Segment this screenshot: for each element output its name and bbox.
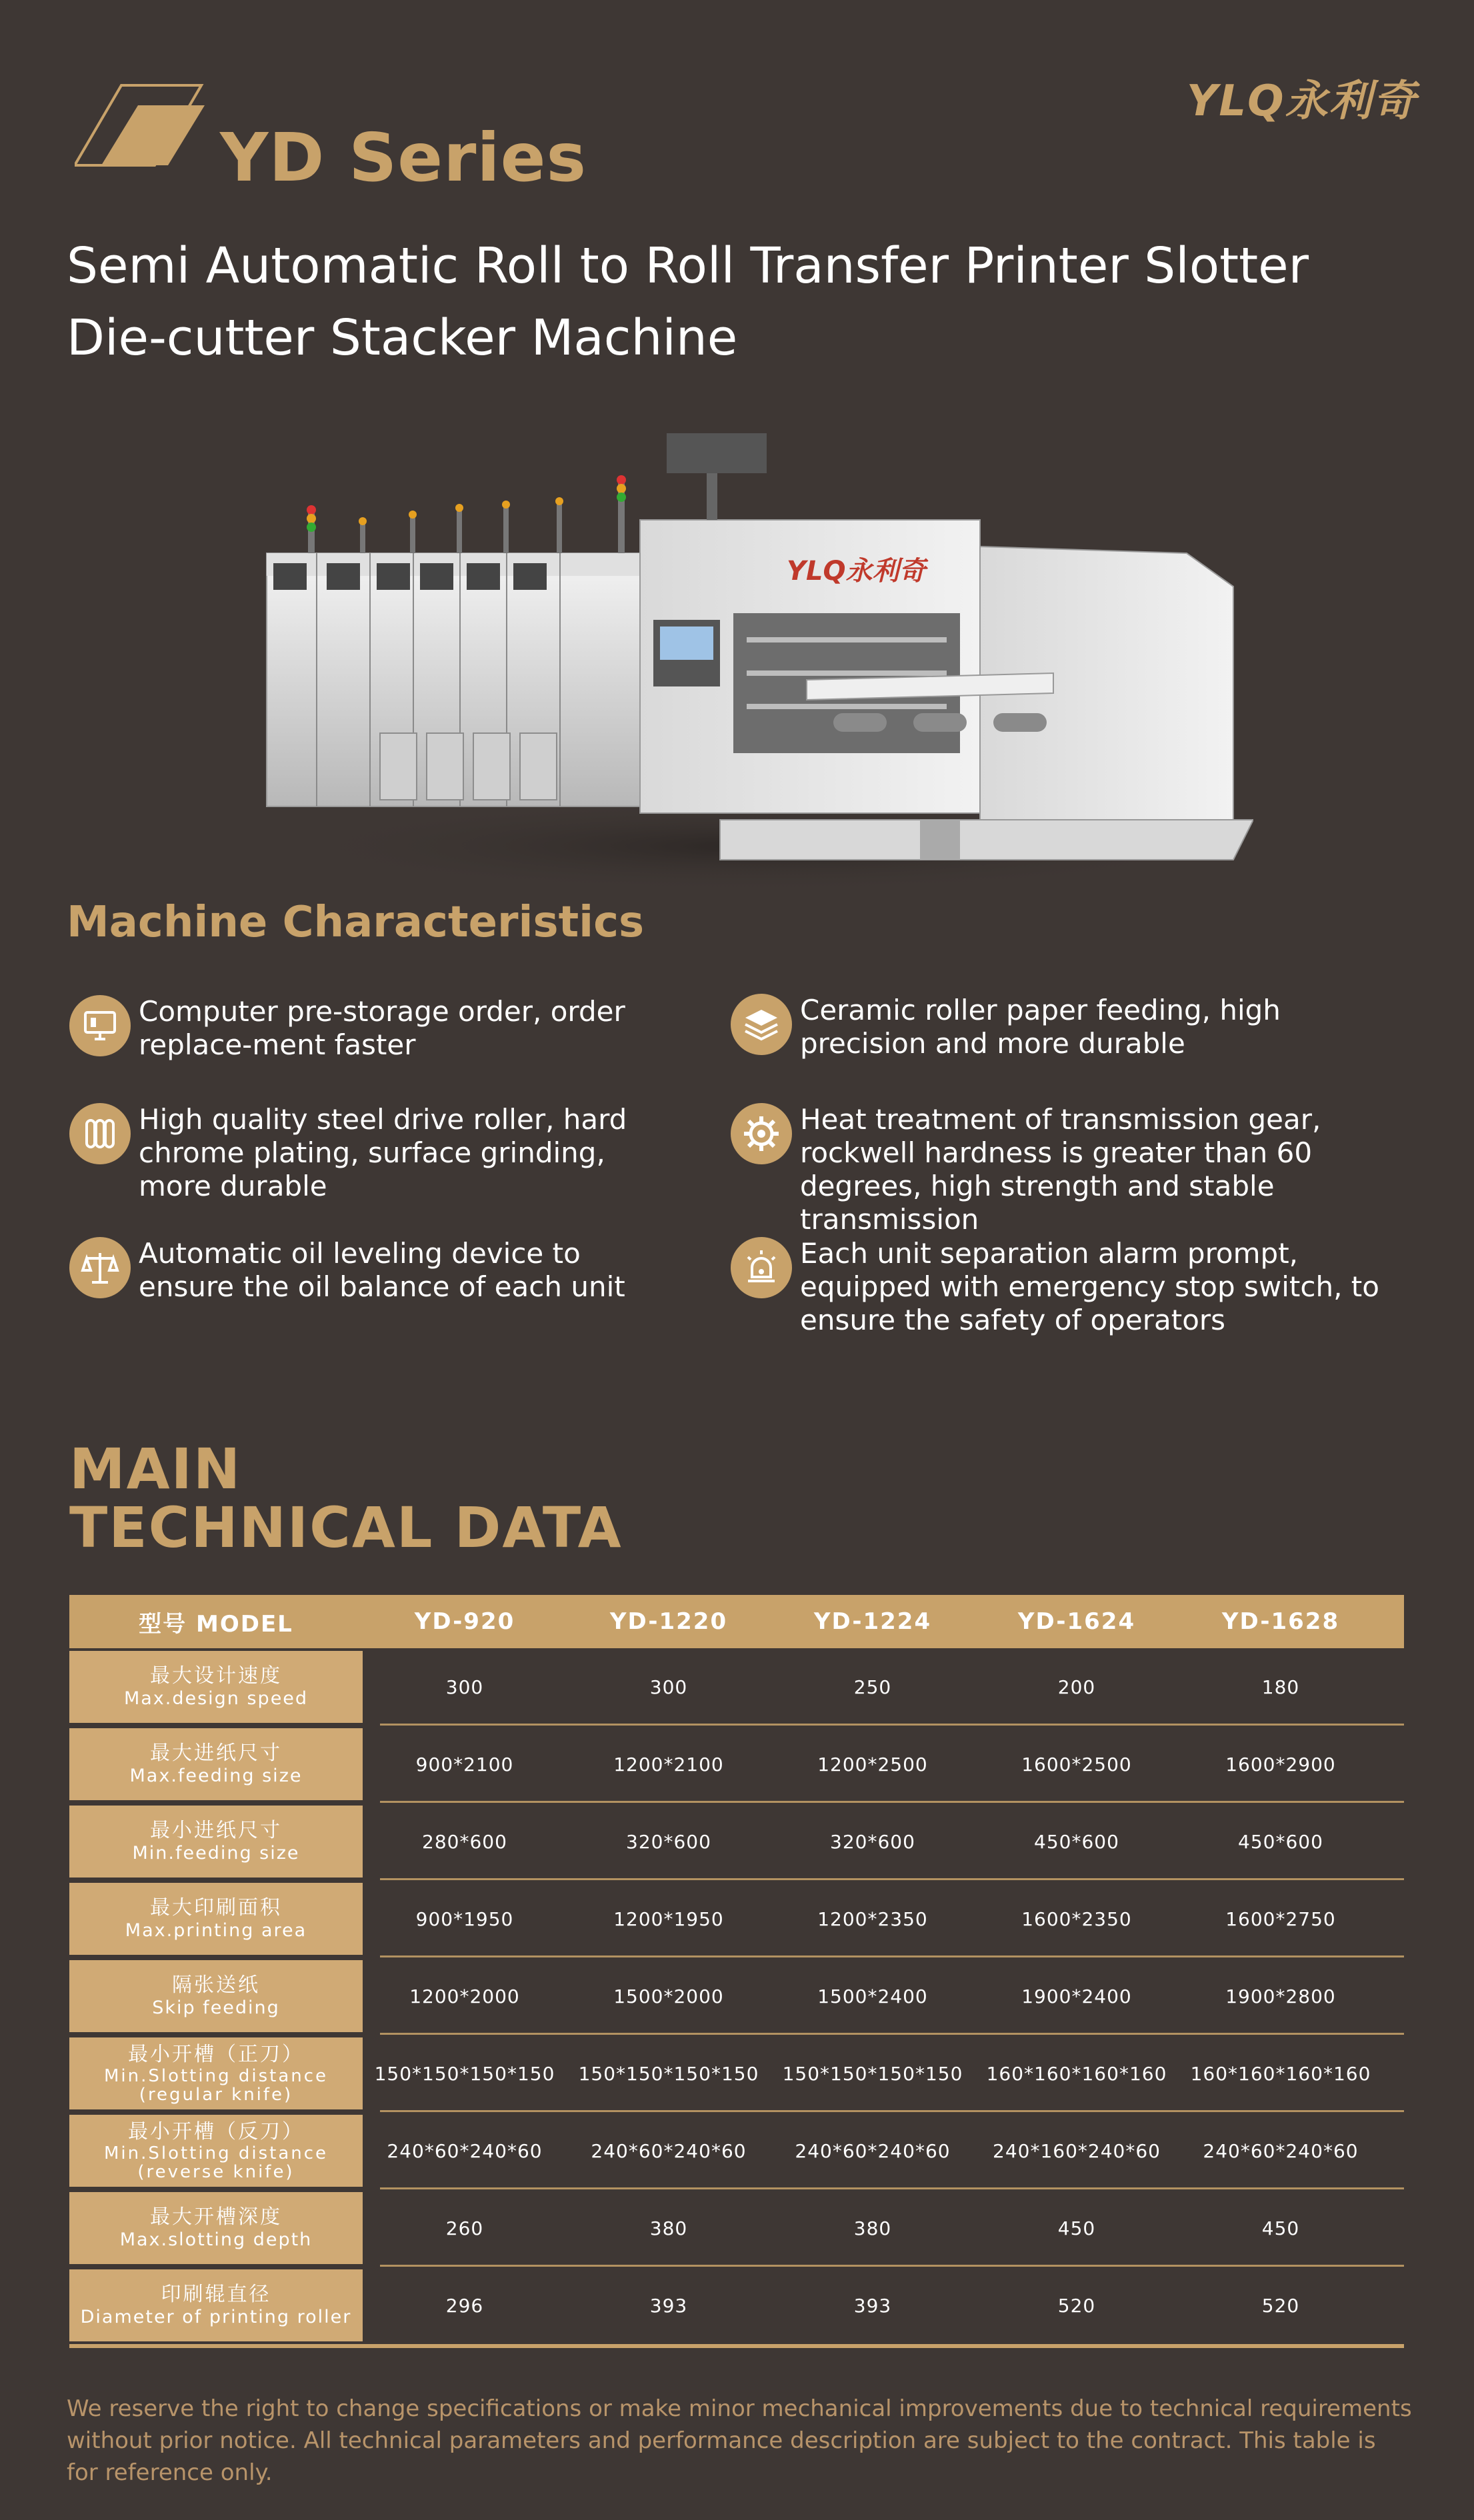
table-cell: 380 — [649, 2217, 688, 2239]
table-cell: 1600*2350 — [1021, 1907, 1132, 1930]
table-cell: 150*150*150*150 — [578, 2062, 759, 2085]
feature-text: Each unit separation alarm prompt, equipped with emergency stop switch, to ensure the safety of operators — [800, 1237, 1379, 1336]
row-label — [69, 2192, 363, 2264]
row-label-zh: 最小开槽（正刀） — [128, 2043, 304, 2066]
table-cell: 450*600 — [1034, 1830, 1119, 1853]
table-header-cell: YD-920 — [414, 1608, 515, 1635]
table-header-cell: YD-1224 — [813, 1608, 932, 1635]
row-label — [69, 1960, 363, 2032]
table-cell: 1900*2400 — [1021, 1985, 1132, 2007]
feature-item — [69, 995, 683, 1062]
feature-text: High quality steel drive roller, hard chrome plating, surface grinding, more durable — [139, 1103, 627, 1202]
feature-item — [731, 1237, 1411, 1337]
feature-item — [69, 1103, 683, 1203]
table-cell: 240*60*240*60 — [591, 2139, 747, 2162]
row-label — [69, 1651, 363, 1723]
table-cell: 393 — [649, 2294, 688, 2317]
table-row — [69, 1957, 1404, 2035]
steel-roller-icon — [69, 1103, 131, 1164]
series-logo-mark — [75, 79, 208, 172]
table-cell: 180 — [1261, 1676, 1300, 1698]
table-cell: 450 — [1057, 2217, 1096, 2239]
feature-text: Ceramic roller paper feeding, high precision and more durable — [800, 994, 1281, 1060]
row-label-en: Skip feeding — [152, 1997, 280, 2018]
table-cell: 1200*2500 — [817, 1753, 928, 1776]
row-label-en: Max.design speed — [123, 1688, 309, 1709]
die-cutter-unit — [640, 433, 980, 813]
table-row — [69, 2267, 1404, 2344]
table-cell: 240*160*240*60 — [993, 2139, 1161, 2162]
table-header-cell: YD-1220 — [609, 1608, 728, 1635]
table-cell: 320*600 — [830, 1830, 915, 1853]
row-label-zh: 隔张送纸 — [172, 1973, 260, 1997]
printing-units — [267, 475, 640, 806]
table-cell: 150*150*150*150 — [374, 2062, 555, 2085]
row-label-zh: 印刷辊直径 — [161, 2283, 271, 2306]
table-cell: 1500*2000 — [613, 1985, 724, 2007]
table-cell: 1200*1950 — [613, 1907, 724, 1930]
table-row — [69, 1880, 1404, 1957]
row-label — [69, 2115, 363, 2187]
page-title — [67, 230, 1333, 374]
row-label-zh: 最小进纸尺寸 — [150, 1819, 282, 1842]
row-label-zh: 最大进纸尺寸 — [150, 1742, 282, 1765]
gear-icon — [731, 1103, 792, 1164]
brand-logo: YLQ永利奇 — [1187, 77, 1417, 126]
table-header-row — [69, 1595, 1404, 1648]
feature-item — [731, 1103, 1411, 1236]
table-cell: 240*60*240*60 — [387, 2139, 543, 2162]
table-row — [69, 2189, 1404, 2267]
technical-data-heading-line2: TECHNICAL DATA — [69, 1495, 623, 1560]
table-cell: 150*150*150*150 — [782, 2062, 963, 2085]
table-cell: 260 — [445, 2217, 484, 2239]
row-label-en-note: (regular knife) — [139, 2085, 293, 2105]
table-cell: 1200*2000 — [409, 1985, 520, 2007]
row-label-zh: 最大印刷面积 — [150, 1896, 282, 1919]
page-title-line1: Semi Automatic Roll to Roll Transfer Printer Slotter — [67, 237, 1309, 295]
table-cell: 250 — [853, 1676, 892, 1698]
row-label-zh: 最小开槽（反刀） — [128, 2120, 304, 2143]
row-label-en: Max.printing area — [125, 1920, 307, 1941]
feature-item — [69, 1237, 683, 1304]
row-label — [69, 1883, 363, 1955]
table-header-cell: YD-1628 — [1221, 1608, 1340, 1635]
table-header-model: 型号 MODEL — [139, 1610, 293, 1638]
table-cell: 1200*2350 — [817, 1907, 928, 1930]
balance-scale-icon — [69, 1237, 131, 1298]
table-cell: 1500*2400 — [817, 1985, 928, 2007]
row-label — [69, 2037, 363, 2109]
row-label — [69, 2269, 363, 2341]
table-cell: 393 — [853, 2294, 892, 2317]
table-cell: 296 — [445, 2294, 484, 2317]
table-bottom-rule — [69, 2344, 1404, 2348]
table-cell: 300 — [445, 1676, 484, 1698]
row-label-en: Min.Slotting distance — [103, 2066, 329, 2086]
row-label — [69, 1728, 363, 1800]
table-cell: 520 — [1261, 2294, 1300, 2317]
table-cell: 450 — [1261, 2217, 1300, 2239]
row-label-en-note: (reverse knife) — [137, 2162, 295, 2182]
feature-text: Heat treatment of transmission gear, rockwell hardness is greater than 60 degrees, high strength and stable transmission — [800, 1103, 1321, 1236]
row-label-en: Max.slotting depth — [119, 2229, 313, 2250]
feature-text: Computer pre-storage order, order replace-ment faster — [139, 995, 625, 1061]
table-cell: 520 — [1057, 2294, 1096, 2317]
series-title: YD Series — [220, 119, 587, 197]
characteristics-heading: Machine Characteristics — [67, 898, 645, 947]
table-row — [69, 2112, 1404, 2189]
table-cell: 450*600 — [1238, 1830, 1323, 1853]
table-row — [69, 1803, 1404, 1880]
row-label-zh: 最大设计速度 — [150, 1664, 282, 1688]
table-row — [69, 1726, 1404, 1803]
alarm-light-icon — [731, 1237, 792, 1298]
table-cell: 380 — [853, 2217, 892, 2239]
row-label-en: Min.Slotting distance — [103, 2143, 329, 2163]
technical-data-heading — [69, 1436, 623, 1560]
table-cell: 240*60*240*60 — [1203, 2139, 1359, 2162]
technical-data-table — [69, 1595, 1404, 2344]
page-title-line2: Die-cutter Stacker Machine — [67, 309, 738, 367]
machine-image — [253, 420, 1253, 900]
table-cell: 900*1950 — [415, 1907, 514, 1930]
table-row — [69, 2035, 1404, 2112]
table-cell: 240*60*240*60 — [795, 2139, 951, 2162]
table-row — [69, 1648, 1404, 1726]
table-cell: 160*160*160*160 — [1190, 2062, 1371, 2085]
machine-brand-label: YLQ永利奇 — [787, 556, 926, 587]
row-label — [69, 1806, 363, 1878]
table-cell: 1600*2750 — [1225, 1907, 1336, 1930]
feature-item — [731, 994, 1411, 1060]
technical-data-heading-line1: MAIN — [69, 1436, 242, 1502]
table-cell: 300 — [649, 1676, 688, 1698]
row-label-en: Max.feeding size — [129, 1766, 303, 1786]
feature-text: Automatic oil leveling device to ensure the oil balance of each unit — [139, 1237, 625, 1303]
row-label-en: Min.feeding size — [132, 1843, 300, 1864]
table-cell: 1600*2500 — [1021, 1753, 1132, 1776]
disclaimer-text: We reserve the right to change specifications or make minor mechanical improvements due to technical requirements without prior notice. All technical parameters and performance description are subject to the contract. This table is for reference only. — [67, 2395, 1412, 2486]
roller-stack-icon — [731, 994, 792, 1055]
table-cell: 160*160*160*160 — [986, 2062, 1167, 2085]
table-cell: 320*600 — [626, 1830, 711, 1853]
table-cell: 1600*2900 — [1225, 1753, 1336, 1776]
row-label-zh: 最大开槽深度 — [150, 2205, 282, 2229]
table-cell: 280*600 — [422, 1830, 507, 1853]
table-cell: 1200*2100 — [613, 1753, 724, 1776]
table-cell: 200 — [1057, 1676, 1096, 1698]
computer-icon — [69, 995, 131, 1056]
table-cell: 1900*2800 — [1225, 1985, 1336, 2007]
row-label-en: Diameter of printing roller — [80, 2307, 352, 2327]
table-header-cell: YD-1624 — [1017, 1608, 1136, 1635]
table-cell: 900*2100 — [415, 1753, 514, 1776]
